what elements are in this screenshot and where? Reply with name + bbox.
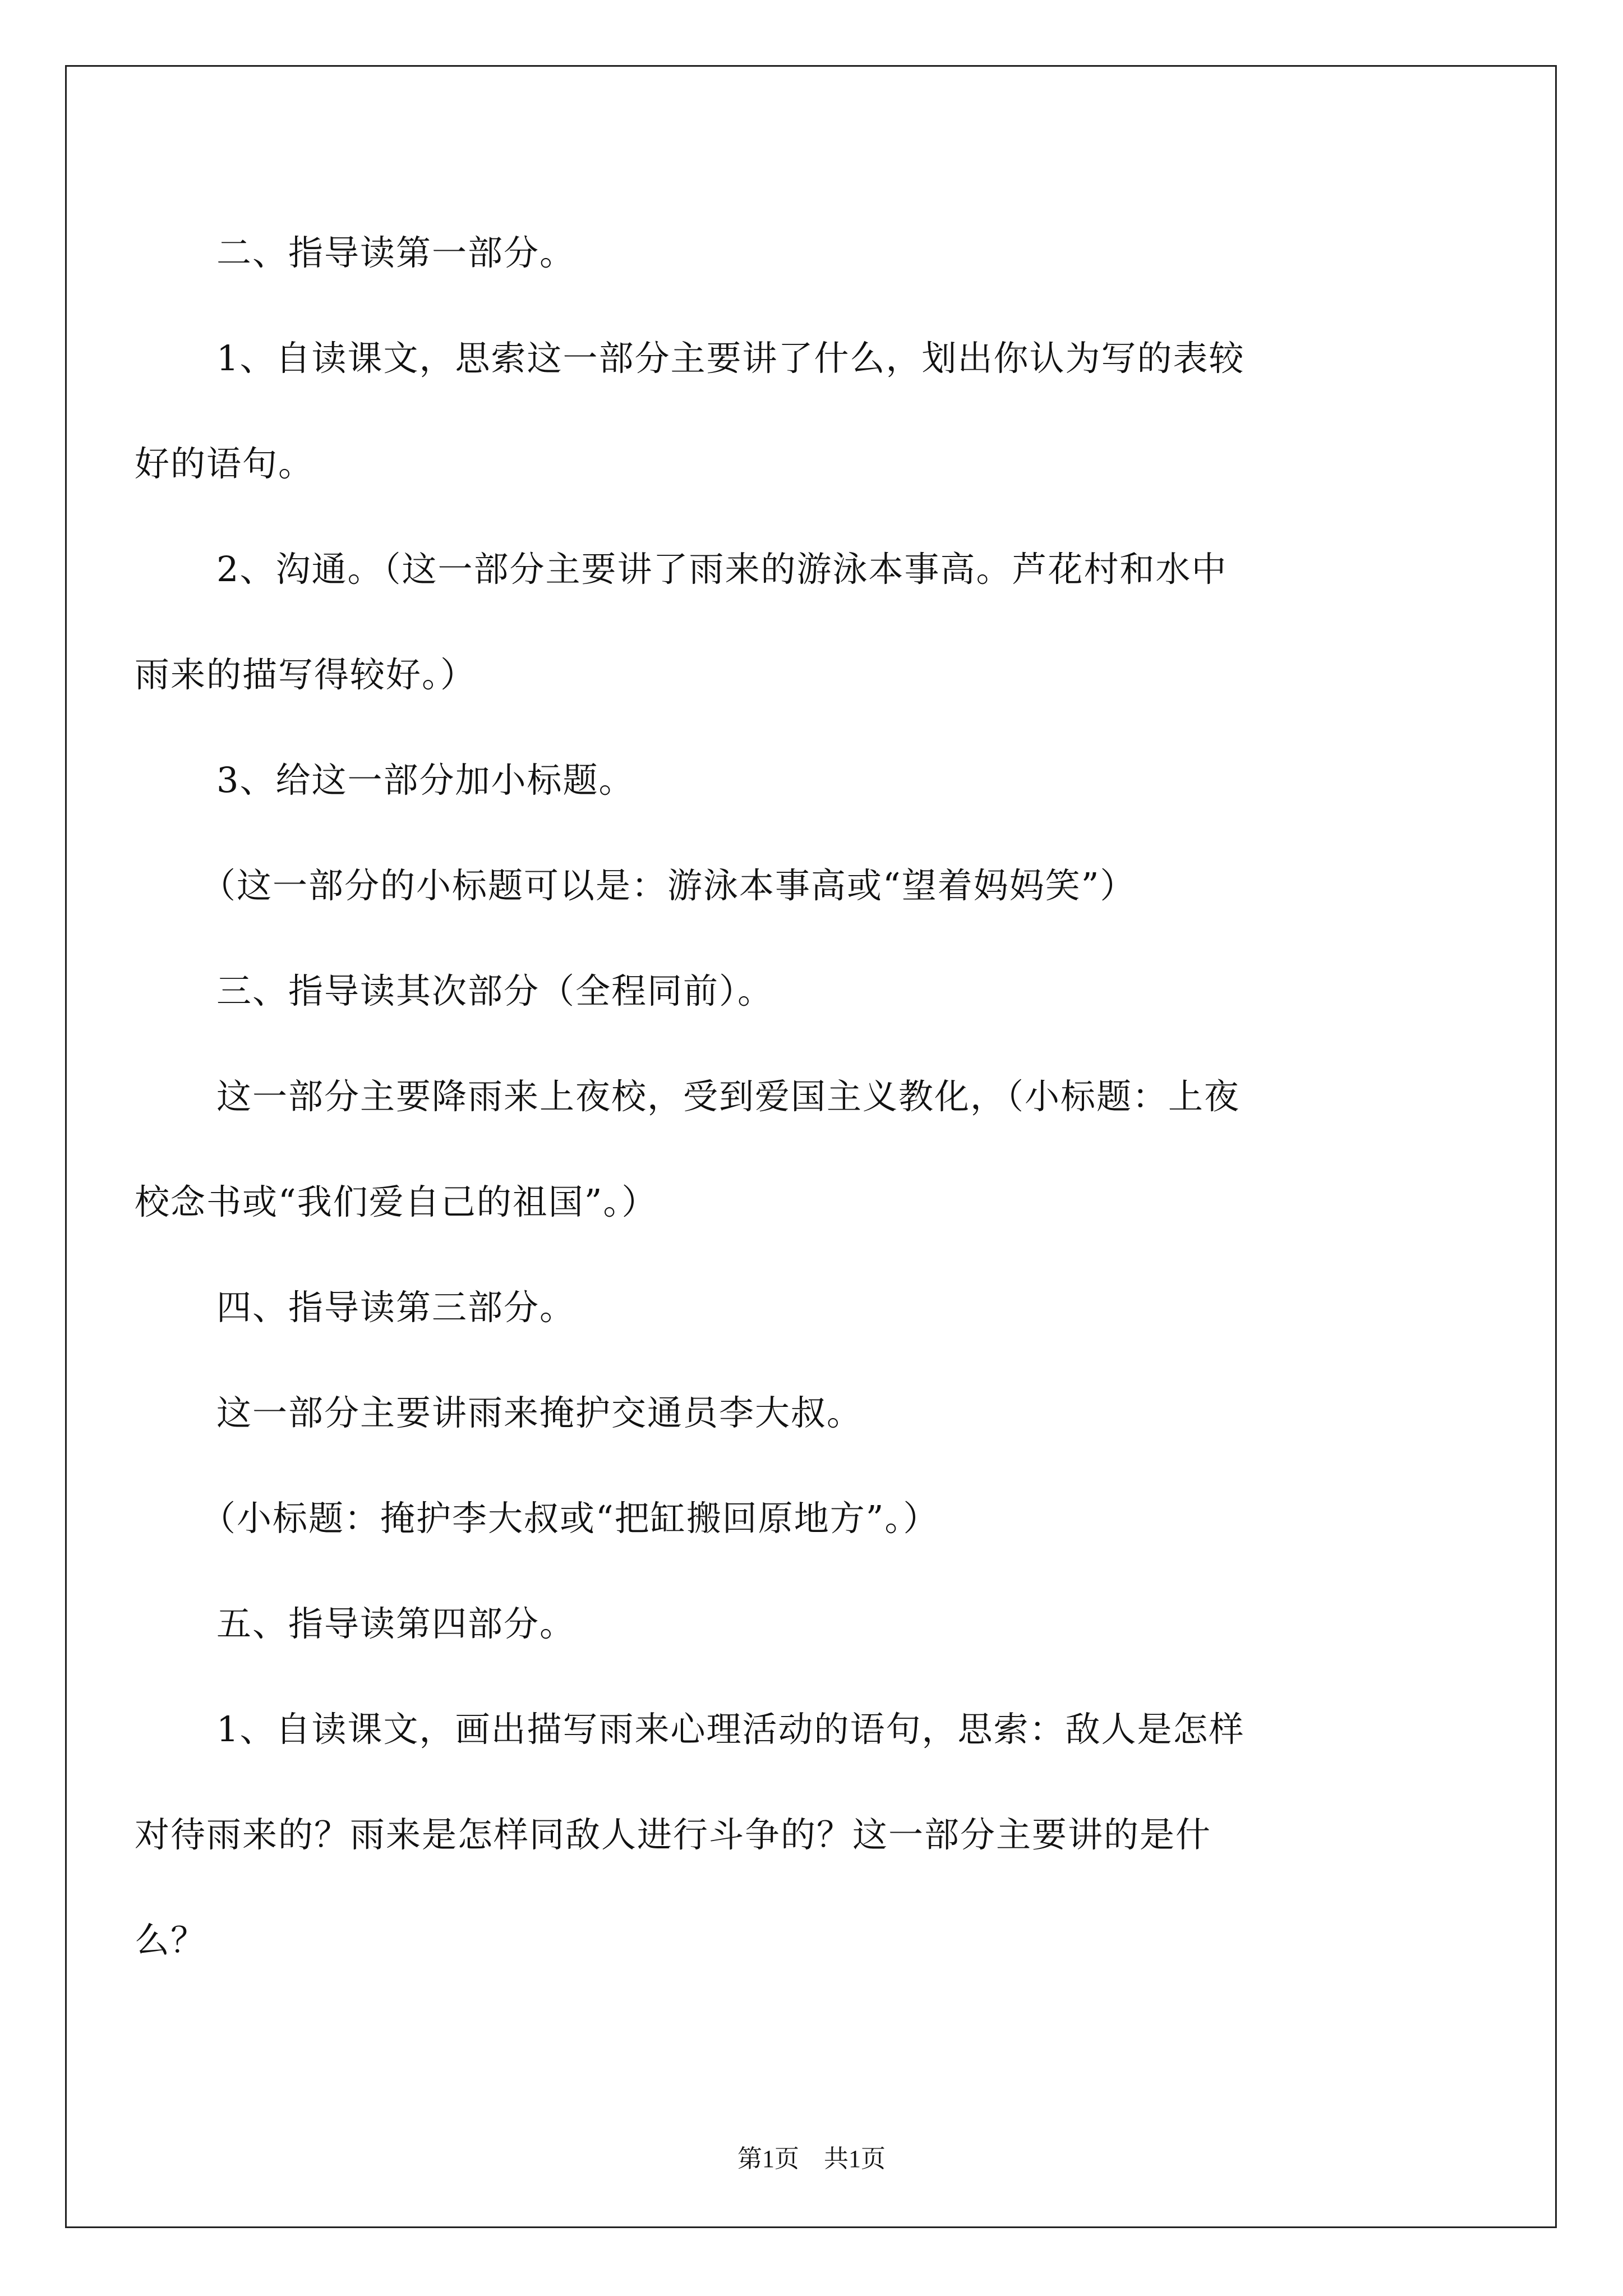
paragraph-line: 么？ (135, 1920, 207, 1961)
paragraph-line: （这一部分的小标题可以是：游泳本事高或“望着妈妈笑”） (201, 865, 1136, 906)
paragraph-line: 好的语句。 (135, 443, 315, 484)
paragraph-line: 1、自读课文，思索这一部分主要讲了什么，划出你认为写的表较 (216, 338, 1245, 379)
paragraph-line: 对待雨来的？雨来是怎样同敌人进行斗争的？这一部分主要讲的是什 (135, 1814, 1212, 1855)
paragraph-line: 雨来的描写得较好。） (135, 654, 477, 695)
page-number-footer: 第1页 共1页 (737, 2145, 886, 2173)
paragraph-line: 这一部分主要讲雨来掩护交通员李大叔。 (216, 1392, 863, 1433)
section-heading-part-three: 四、指导读第三部分。 (216, 1287, 576, 1328)
paragraph-line: 1、自读课文，画出描写雨来心理活动的语句，思索：敌人是怎样 (216, 1709, 1245, 1750)
paragraph-line: 校念书或“我们爱自己的祖国”。） (135, 1181, 658, 1222)
paragraph-line: 2、沟通。（这一部分主要讲了雨来的游泳本事高。芦花村和水中 (216, 549, 1228, 590)
section-heading-part-two: 三、指导读其次部分（全程同前）。 (216, 970, 774, 1011)
page-border (65, 65, 1557, 2228)
section-heading-part-four: 五、指导读第四部分。 (216, 1603, 576, 1644)
paragraph-line: 3、给这一部分加小标题。 (216, 760, 635, 800)
section-heading-part-one: 二、指导读第一部分。 (216, 232, 576, 273)
paragraph-line: （小标题：掩护李大叔或“把缸搬回原地方”。） (201, 1498, 939, 1539)
paragraph-line: 这一部分主要降雨来上夜校，受到爱国主义教化，（小标题：上夜 (216, 1076, 1241, 1117)
